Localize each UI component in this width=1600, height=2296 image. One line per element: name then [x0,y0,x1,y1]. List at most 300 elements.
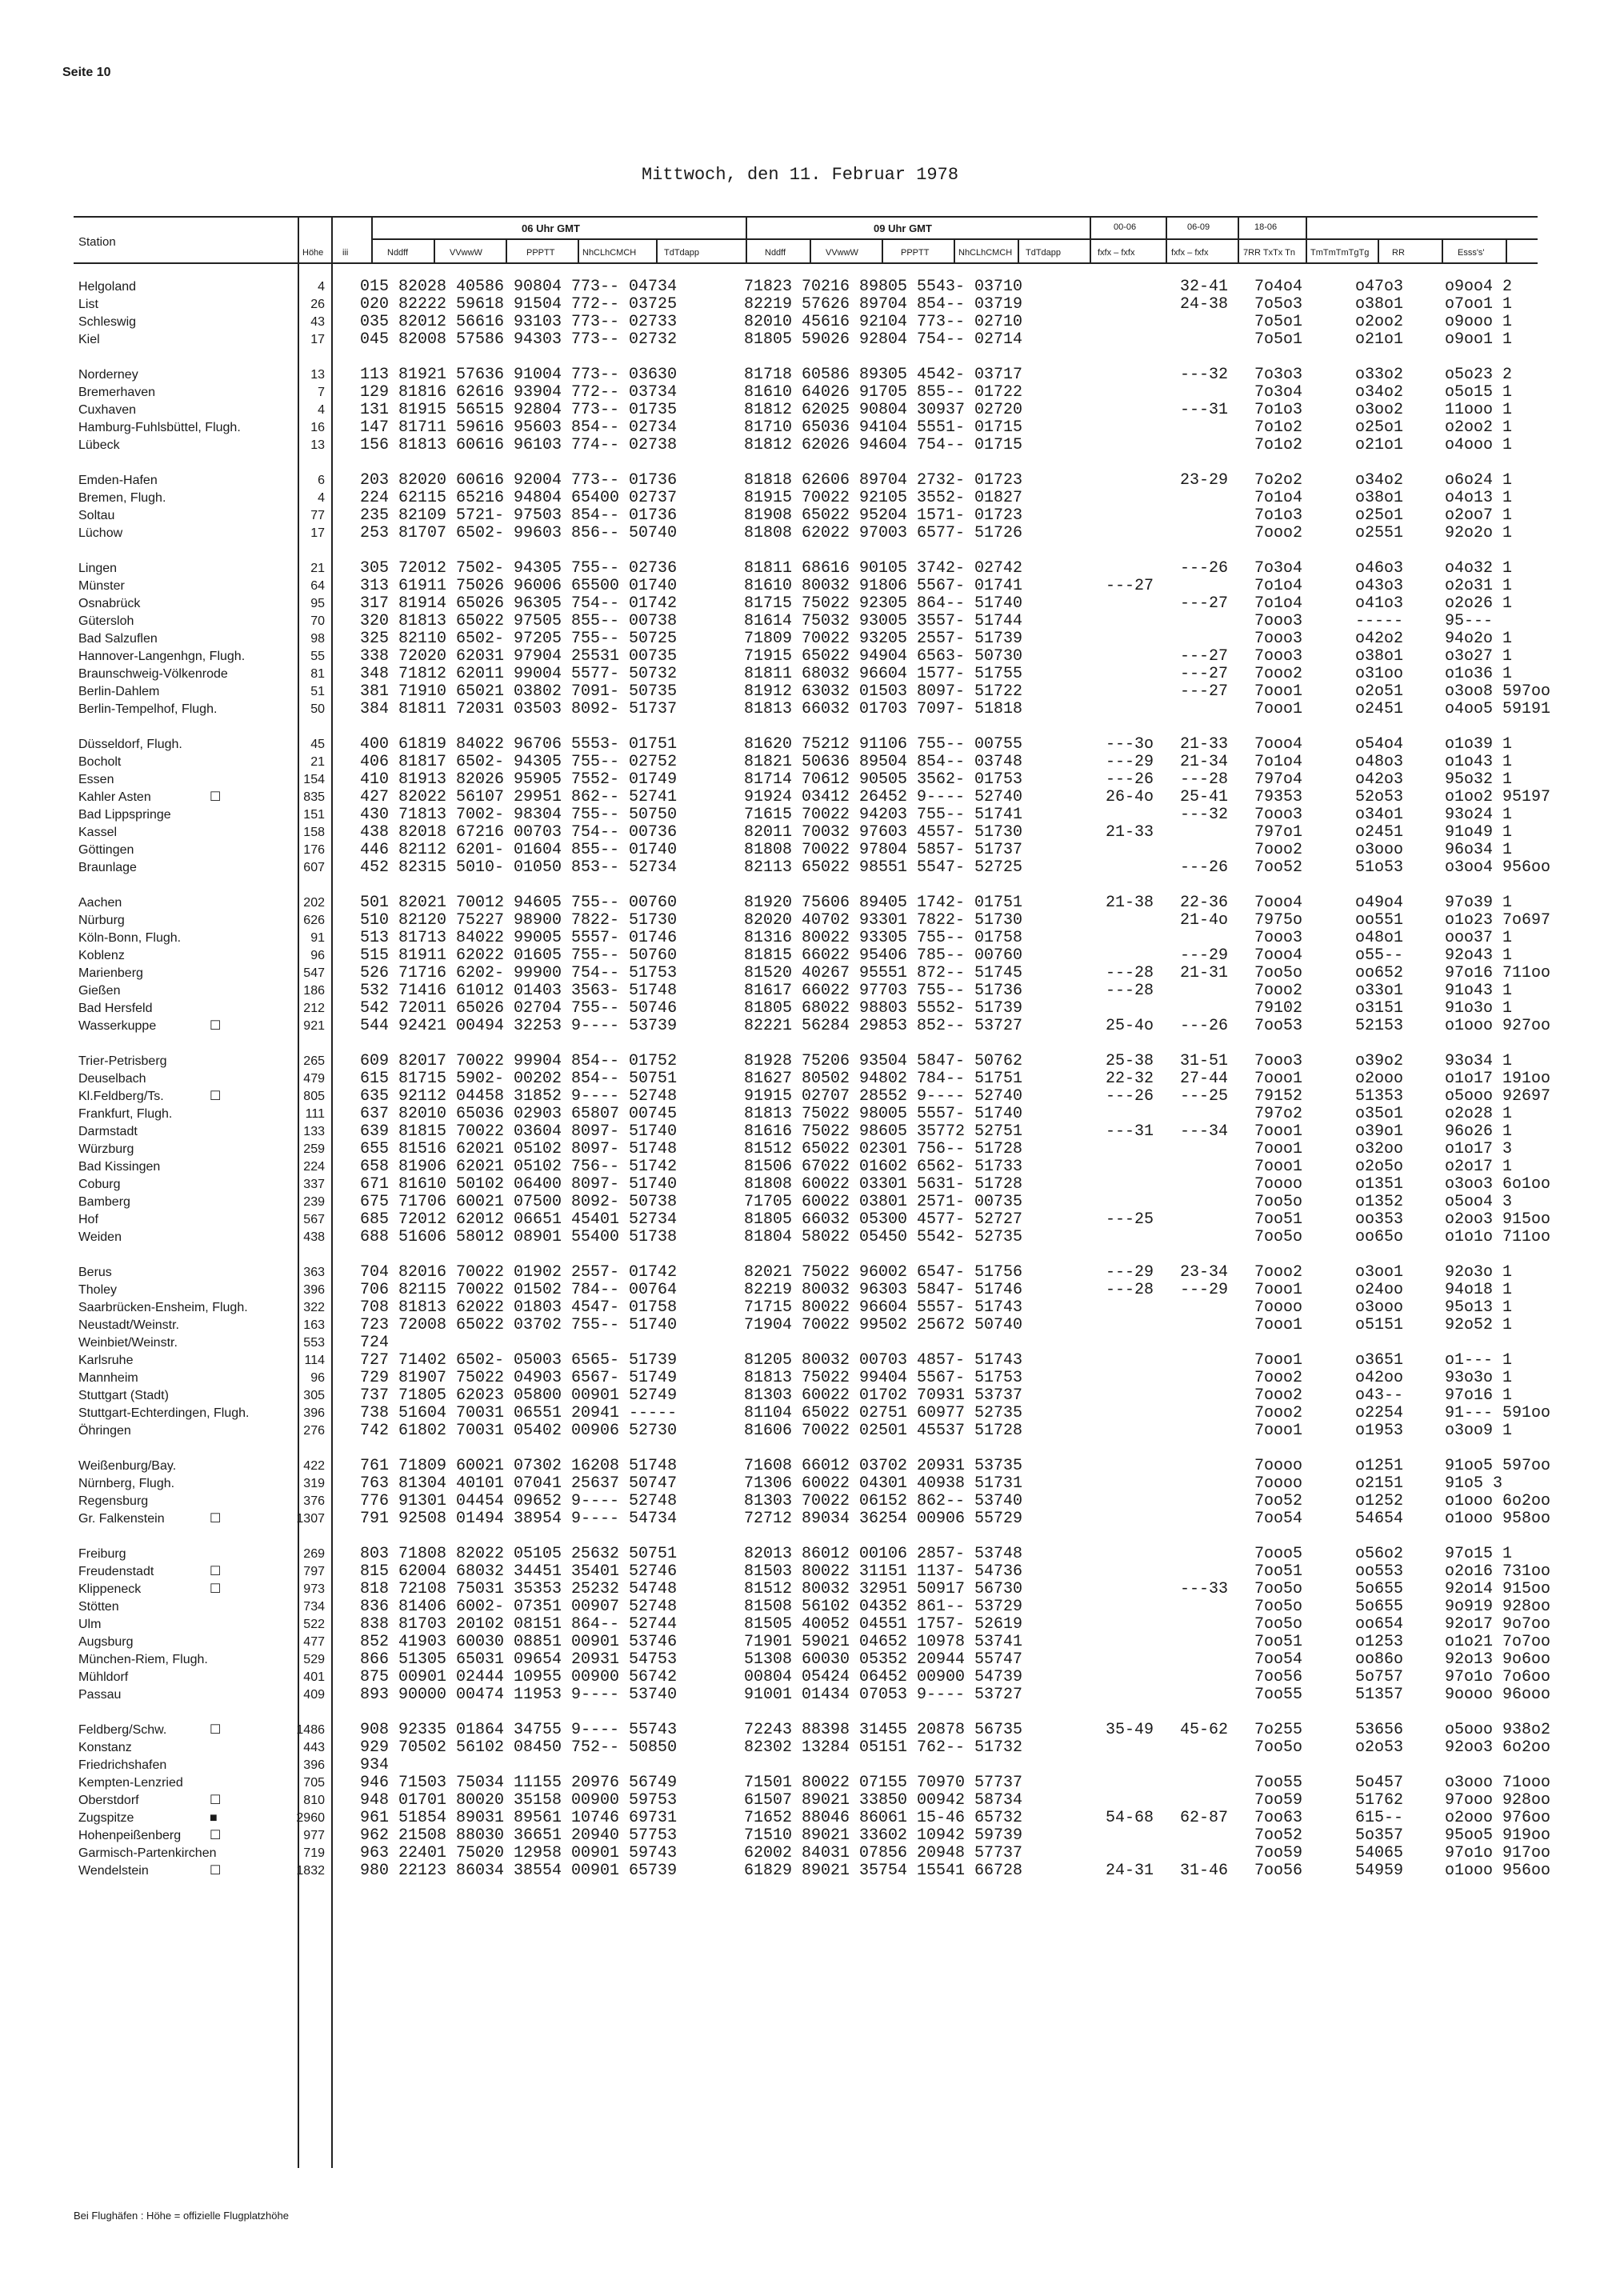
station-height: 719 [303,1846,325,1860]
obs-06-gmt: 763 81304 40101 07041 25637 50747 [360,1474,678,1493]
header-06-col3: PPPTT [526,248,555,258]
station-height: 95 [310,597,325,610]
precip-group: o1o23 7o697 [1445,911,1551,930]
temp-group-18-06: 7ooo2 [1254,1386,1303,1405]
table-row [74,560,1538,578]
station-name: Karlsruhe [78,1354,134,1367]
precip-group: o1o39 1 [1445,735,1513,754]
temp-group-18-06: 7oo5o [1254,1598,1303,1616]
precip-group: o1ooo 6o2oo [1445,1492,1551,1510]
precip-group: o4o13 1 [1445,489,1513,507]
table-row [74,1598,1551,1616]
station-name: Coburg [78,1178,121,1191]
station-name: Ulm [78,1618,102,1631]
station-height: 16 [310,421,325,434]
gust-00-06: ---26 [1106,1087,1154,1106]
station-height: 477 [303,1635,325,1649]
gust-00-06: ---27 [1106,577,1154,595]
obs-06-gmt: 688 51606 58012 08901 55400 51738 [360,1228,678,1246]
precip-group: o1ooo 958oo [1445,1510,1551,1528]
station-name: Garmisch-Partenkirchen [78,1846,217,1860]
precip-group: ooo37 1 [1445,929,1513,947]
precip-group: o3o27 1 [1445,647,1513,666]
temp-group-18-06: 7ooo1 [1254,682,1303,701]
precip-group: 91--- 591oo [1445,1404,1551,1422]
temp-group-18-06: 7oo54 [1254,1510,1303,1528]
obs-09-gmt: 81512 65022 02301 756-- 51728 [744,1140,1023,1158]
obs-06-gmt: 934 [360,1756,390,1774]
precip-group: 95oo5 919oo [1445,1826,1551,1845]
temp-group-18-06: 7o5o1 [1254,313,1303,331]
station-name: Göttingen [78,843,134,857]
obs-09-gmt: 81805 68022 98803 5552- 51739 [744,999,1023,1018]
station-height: 376 [303,1494,325,1508]
precip-group: o1--- 1 [1445,1351,1513,1370]
precip-group: o2oo2 1 [1445,418,1513,437]
temp-group-18-06: 7ooo4 [1254,735,1303,754]
obs-09-gmt: 81520 40267 95551 872-- 51745 [744,964,1023,982]
station-name: Münster [78,579,125,593]
obs-06-gmt: 685 72012 62012 06651 45401 52734 [360,1210,678,1229]
table-row [74,1774,1551,1792]
table-row [74,911,1551,930]
station-height: 176 [303,843,325,857]
precip-group: o1o1o 711oo [1445,1228,1551,1246]
table-row [74,1809,1551,1827]
obs-09-gmt: 81614 75032 93005 3557- 51744 [744,612,1023,630]
station-height: 973 [303,1582,325,1596]
table-row [74,613,1538,630]
obs-06-gmt: 501 82021 70012 94605 755-- 00760 [360,894,678,912]
station-height: 64 [310,579,325,593]
gust-06-09: 32-41 [1180,278,1229,296]
station-height: 114 [304,1354,325,1367]
station-height: 401 [303,1670,325,1684]
gust-06-09: 27-44 [1180,1070,1229,1088]
precip-group: o5o15 1 [1445,383,1513,402]
obs-09-gmt: 71715 80022 96604 5557- 51743 [744,1298,1023,1317]
obs-09-gmt: 81506 67022 01602 6562- 51733 [744,1158,1023,1176]
table-row [74,472,1538,490]
precip-group: o7oo1 1 [1445,295,1513,314]
table-row [74,1738,1551,1757]
gust-00-06: ---3o [1106,735,1154,754]
temp-group-18-06: 7ooo4 [1254,946,1303,965]
table-row [74,525,1538,542]
table-row [74,278,1538,296]
weather-table [74,216,1551,2168]
table-row [74,736,1538,754]
obs-06-gmt: 742 61802 70031 05402 00906 52730 [360,1422,678,1440]
obs-06-gmt: 532 71416 61012 01403 3563- 51748 [360,982,678,1000]
tm-group: 615-- [1355,1809,1404,1827]
temp-group-18-06: 7975o [1254,911,1303,930]
obs-06-gmt: 908 92335 01864 34755 9---- 55743 [360,1721,678,1739]
marker-box: ☐ [210,1019,222,1033]
obs-09-gmt: 81908 65022 95204 1571- 01723 [744,506,1023,525]
tm-group: o1352 [1355,1193,1404,1211]
obs-09-gmt: 81805 66032 05300 4577- 52727 [744,1210,1023,1229]
tm-group: 5o655 [1355,1598,1404,1616]
obs-06-gmt: 875 00901 02444 10955 00900 56742 [360,1668,678,1686]
precip-group: 95o13 1 [1445,1298,1513,1317]
temp-group-18-06: 7oo5o [1254,1228,1303,1246]
station-height: 202 [303,896,325,910]
station-height: 98 [310,632,325,646]
station-height: 96 [310,949,325,962]
obs-06-gmt: 815 62004 68032 34451 35401 52746 [360,1562,678,1581]
station-height: 977 [303,1829,325,1842]
precip-group: o4o32 1 [1445,559,1513,578]
obs-09-gmt: 81512 80032 32951 50917 56730 [744,1580,1023,1598]
station-name: Würzburg [78,1142,134,1156]
station-height: 319 [303,1477,325,1490]
gust-06-09: ---27 [1180,682,1229,701]
station-name: Wasserkuppe [78,1019,157,1033]
tm-group: o34o2 [1355,383,1404,402]
station-name: Kiel [78,333,100,346]
table-row [74,507,1538,525]
table-row [74,682,1551,701]
station-name: Gr. Falkenstein [78,1512,165,1526]
precip-group: 91o5 3 [1445,1474,1503,1493]
obs-06-gmt: 515 81911 62022 01605 755-- 50760 [360,946,678,965]
tm-group: 51353 [1355,1087,1404,1106]
tm-group: 53656 [1355,1721,1404,1739]
station-name: Darmstadt [78,1125,138,1138]
obs-09-gmt: 82219 57626 89704 854-- 03719 [744,295,1023,314]
temp-group-18-06: 7oo53 [1254,1017,1303,1035]
table-row [74,1194,1538,1211]
station-name: Cuxhaven [78,403,137,417]
table-row [74,1317,1538,1334]
station-name: Bad Kissingen [78,1160,161,1174]
precip-group: 93o24 1 [1445,806,1513,824]
temp-group-18-06: 7oooo [1254,1175,1303,1194]
precip-group: 96o26 1 [1445,1122,1513,1141]
station-name: Düsseldorf, Flugh. [78,738,182,751]
tm-group: ----- [1355,612,1404,630]
temp-group-18-06: 797o1 [1254,823,1303,842]
temp-group-18-06: 7oooo [1254,1457,1303,1475]
table-row [74,419,1538,437]
precip-group: 92o3o 1 [1445,1263,1513,1282]
station-name: Regensburg [78,1494,149,1508]
obs-09-gmt: 81821 50636 89504 854-- 03748 [744,753,1023,771]
obs-09-gmt: 62002 84031 07856 20948 57737 [744,1844,1023,1862]
precip-group: o2o28 1 [1445,1105,1513,1123]
station-name: Feldberg/Schw. [78,1723,167,1737]
station-name: Berlin-Dahlem [78,685,160,698]
tm-group: o2o51 [1355,682,1404,701]
obs-09-gmt: 81503 80022 31151 1137- 54736 [744,1562,1023,1581]
tm-group: o33o2 [1355,366,1404,384]
table-row [74,1686,1551,1704]
table-row [74,1721,1551,1739]
table-row [74,384,1538,402]
tm-group: o2254 [1355,1404,1404,1422]
temp-group-18-06: 7o1o2 [1254,436,1303,454]
obs-06-gmt: 317 81914 65026 96305 754-- 01742 [360,594,678,613]
obs-09-gmt: 51308 60030 05352 20944 55747 [744,1650,1023,1669]
header-period-00-06: 00-06 [1114,222,1137,232]
marker-box: ☐ [210,1512,222,1526]
tm-group: o2oo2 [1355,313,1404,331]
tm-group: o2151 [1355,1474,1404,1493]
temp-group-18-06: 7ooo3 [1254,630,1303,648]
tm-group: o3ooo [1355,841,1404,859]
tm-group: o48o3 [1355,753,1404,771]
tm-group: o2551 [1355,524,1404,542]
station-height: 835 [303,790,325,804]
obs-09-gmt: 71915 65022 94904 6563- 50730 [744,647,1023,666]
tm-group: o56o2 [1355,1545,1404,1563]
precip-group: o2ooo 976oo [1445,1809,1551,1827]
obs-09-gmt: 91924 03412 26452 9---- 52740 [744,788,1023,806]
temp-group-18-06: 7o1o4 [1254,753,1303,771]
tm-group: oo553 [1355,1562,1404,1581]
gust-06-09: 22-36 [1180,894,1229,912]
gust-06-09: 23-34 [1180,1263,1229,1282]
temp-group-18-06: 797o4 [1254,770,1303,789]
temp-group-18-06: 7o1o3 [1254,401,1303,419]
station-height: 1307 [296,1512,325,1526]
precip-group: 97o16 1 [1445,1386,1513,1405]
temp-group-18-06: 7ooo3 [1254,929,1303,947]
header-09-col4: NhCLhCMCH [958,248,1013,258]
obs-09-gmt: 81606 70022 02501 45537 51728 [744,1422,1023,1440]
station-name: Öhringen [78,1424,131,1438]
table-row [74,1299,1538,1317]
station-name: Bad Lippspringe [78,808,171,822]
station-height: 6 [318,474,325,487]
table-row [74,648,1538,666]
table-row [74,296,1538,314]
obs-09-gmt: 81812 62026 94604 754-- 01715 [744,436,1023,454]
station-height: 45 [310,738,325,751]
temp-group-18-06: 7o3o3 [1254,366,1303,384]
station-height: 17 [310,333,325,346]
obs-09-gmt: 71501 80022 07155 70970 57737 [744,1774,1023,1792]
obs-09-gmt: 82021 75022 96002 6547- 51756 [744,1263,1023,1282]
precip-group: o1ooo 956oo [1445,1862,1551,1880]
header-sub-rr: RR [1392,248,1405,258]
station-height: 91 [310,931,325,945]
obs-09-gmt: 81715 75022 92305 864-- 51740 [744,594,1023,613]
station-height: 363 [303,1266,325,1279]
table-row [74,930,1538,947]
gust-00-06: 26-4o [1106,788,1154,806]
table-row [74,1475,1538,1493]
tm-group: o24oo [1355,1281,1404,1299]
temp-group-18-06: 7ooo2 [1254,1369,1303,1387]
station-name: Bad Hersfeld [78,1002,153,1015]
obs-06-gmt: 147 81711 59616 95603 854-- 02734 [360,418,678,437]
tm-group: o25o1 [1355,418,1404,437]
precip-group: o5ooo 938o2 [1445,1721,1551,1739]
station-height: 547 [303,966,325,980]
table-row [74,630,1538,648]
station-height: 212 [303,1002,325,1015]
gust-06-09: ---27 [1180,665,1229,683]
obs-09-gmt: 82219 80032 96303 5847- 51746 [744,1281,1023,1299]
gust-06-09: 21-33 [1180,735,1229,754]
obs-06-gmt: 381 71910 65021 03802 7091- 50735 [360,682,678,701]
tm-group: 54065 [1355,1844,1404,1862]
tm-group: oo86o [1355,1650,1404,1669]
precip-group: 97o39 1 [1445,894,1513,912]
obs-09-gmt: 71904 70022 99502 25672 50740 [744,1316,1023,1334]
temp-group-18-06: 7oo59 [1254,1844,1303,1862]
table-row [74,1387,1538,1405]
table-row [74,858,1551,877]
station-height: 396 [303,1283,325,1297]
temp-group-18-06: 7ooo3 [1254,612,1303,630]
obs-06-gmt: 020 82222 59618 91504 772-- 03725 [360,295,678,314]
precip-group: 93o34 1 [1445,1052,1513,1070]
obs-09-gmt: 81818 62606 89704 2732- 01723 [744,471,1023,490]
precip-group: o6o24 1 [1445,471,1513,490]
obs-06-gmt: 113 81921 57636 91004 773-- 03630 [360,366,678,384]
obs-06-gmt: 866 51305 65031 09654 20931 54753 [360,1650,678,1669]
station-name: Soltau [78,509,115,522]
temp-group-18-06: 7oo5o [1254,1615,1303,1634]
station-height: 422 [303,1459,325,1473]
obs-09-gmt: 81813 75022 98005 5557- 51740 [744,1105,1023,1123]
station-name: Tholey [78,1283,118,1297]
station-name: Weiden [78,1230,122,1244]
station-name: Braunlage [78,861,137,874]
station-height: 21 [310,755,325,769]
gust-00-06: 25-4o [1106,1017,1154,1035]
station-height: 805 [303,1090,325,1103]
station-name: Hohenpeißenberg [78,1829,182,1842]
station-name: Osnabrück [78,597,141,610]
obs-06-gmt: 704 82016 70022 01902 2557- 01742 [360,1263,678,1282]
tm-group: o2ooo [1355,1070,1404,1088]
obs-06-gmt: 615 81715 5902- 00202 854-- 50751 [360,1070,678,1088]
obs-06-gmt: 320 81813 65022 97505 855-- 00738 [360,612,678,630]
station-height: 4 [318,491,325,505]
tm-group: o38o1 [1355,489,1404,507]
obs-06-gmt: 838 81703 20102 08151 864-- 52744 [360,1615,678,1634]
obs-06-gmt: 962 21508 88030 36651 20940 57753 [360,1826,678,1845]
tm-group: o39o1 [1355,1122,1404,1141]
obs-06-gmt: 724 [360,1334,390,1352]
table-row [74,1158,1538,1176]
precip-group: o5ooo 92697 [1445,1087,1551,1106]
table-row [74,1580,1551,1598]
station-name: Koblenz [78,949,125,962]
obs-06-gmt: 542 72011 65026 02704 755-- 50746 [360,999,678,1018]
station-height: 705 [303,1776,325,1790]
precip-group: o9oo1 1 [1445,330,1513,349]
station-name: Lüchow [78,526,123,540]
marker-box: ☐ [210,1565,222,1578]
station-height: 7 [318,386,325,399]
tm-group: o42o2 [1355,630,1404,648]
obs-09-gmt: 81714 70612 90505 3562- 01753 [744,770,1023,789]
gust-06-09: ---27 [1180,594,1229,613]
obs-06-gmt: 035 82012 56616 93103 773-- 02733 [360,313,678,331]
precip-group: o3oo4 956oo [1445,858,1551,877]
obs-06-gmt: 325 82110 6502- 97205 755-- 50725 [360,630,678,648]
gust-00-06: 25-38 [1106,1052,1154,1070]
temp-group-18-06: 7oo5o [1254,1580,1303,1598]
table-row [74,1106,1538,1123]
station-name: Oberstdorf [78,1794,139,1807]
obs-09-gmt: 81808 60022 03301 5631- 51728 [744,1175,1023,1194]
obs-06-gmt: 510 82120 75227 98900 7822- 51730 [360,911,678,930]
table-row [74,1404,1551,1422]
station-height: 626 [303,914,325,927]
table-row [74,1826,1551,1845]
temp-group-18-06: 79353 [1254,788,1303,806]
gust-06-09: 25-41 [1180,788,1229,806]
obs-09-gmt: 71809 70022 93205 2557- 51739 [744,630,1023,648]
tm-group: o2o5o [1355,1158,1404,1176]
temp-group-18-06: 7o1o3 [1254,506,1303,525]
precip-group: o1o17 191oo [1445,1070,1551,1088]
temp-group-18-06: 7oo52 [1254,1492,1303,1510]
precip-group: o1ooo 927oo [1445,1017,1551,1035]
precip-group: 92oo3 6o2oo [1445,1738,1551,1757]
station-name: München-Riem, Flugh. [78,1653,208,1666]
table-row [74,1053,1538,1070]
table-row [74,1070,1551,1088]
station-name: Zugspitze [78,1811,134,1825]
header-sub-tm: TmTmTmTgTg [1310,248,1370,258]
table-row [74,788,1551,806]
obs-09-gmt: 81316 80022 93305 755-- 01758 [744,929,1023,947]
gust-06-09: ---26 [1180,559,1229,578]
obs-09-gmt: 82113 65022 98551 5547- 52725 [744,858,1023,877]
station-name: Bocholt [78,755,122,769]
precip-group: 92o14 915oo [1445,1580,1551,1598]
table-row [74,1228,1551,1246]
station-name: Köln-Bonn, Flugh. [78,931,182,945]
station-name: Freudenstadt [78,1565,154,1578]
obs-09-gmt: 81620 75212 91106 755-- 00755 [744,735,1023,754]
obs-06-gmt: 348 71812 62011 99004 5577- 50732 [360,665,678,683]
tm-group: o25o1 [1355,506,1404,525]
obs-06-gmt: 544 92421 00494 32253 9---- 53739 [360,1017,678,1035]
temp-group-18-06: 7oo51 [1254,1562,1303,1581]
station-name: Berlin-Tempelhof, Flugh. [78,702,218,716]
gust-06-09: 23-29 [1180,471,1229,490]
tm-group: o47o3 [1355,278,1404,296]
precip-group: 92o2o 1 [1445,524,1513,542]
temp-group-18-06: 7o1o2 [1254,418,1303,437]
tm-group: o1351 [1355,1175,1404,1194]
station-name: Schleswig [78,315,137,329]
precip-group: 92o52 1 [1445,1316,1513,1334]
obs-09-gmt: 72243 88398 31455 20878 56735 [744,1721,1023,1739]
precip-group: o9oo4 2 [1445,278,1513,296]
table-row [74,1862,1551,1880]
station-height: 396 [303,1406,325,1420]
header-sub-fxfx-1: fxfx – fxfx [1098,248,1135,258]
obs-09-gmt: 71901 59021 04652 10978 53741 [744,1633,1023,1651]
header-iii: iii [342,248,349,258]
station-name: Gütersloh [78,614,134,628]
precip-group: o3oo3 6o1oo [1445,1175,1551,1194]
station-height: 4 [318,403,325,417]
gust-00-06: ---28 [1106,1281,1154,1299]
tm-group: o34o2 [1355,471,1404,490]
temp-group-18-06: 7o1o4 [1254,577,1303,595]
station-height: 55 [310,650,325,663]
